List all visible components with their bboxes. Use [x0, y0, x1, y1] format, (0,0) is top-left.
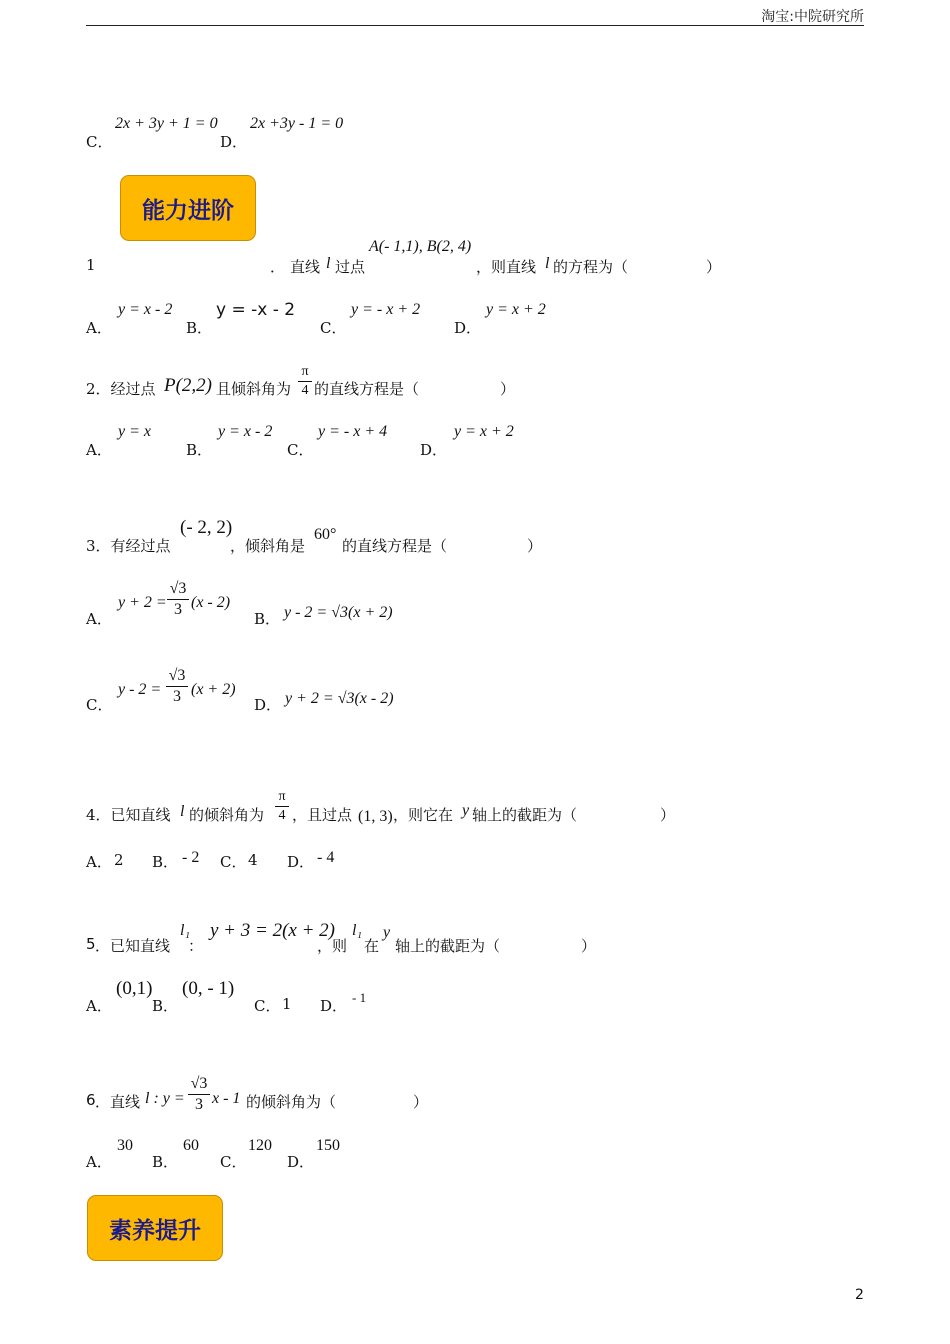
q4-angle-fraction	[275, 789, 289, 824]
q1-option-b-expr: y = -x - 2	[216, 300, 296, 320]
q3-option-b-expr: y - 2 = √3(x + 2)	[284, 604, 393, 621]
q5-paren-close: ）	[581, 937, 597, 955]
q1-option-d-expr: y = x + 2	[486, 301, 546, 318]
q2-paren-close: ）	[500, 380, 516, 398]
q5-number: 5	[86, 935, 96, 953]
q1-option-c-expr: y = - x + 2	[351, 301, 421, 318]
q3-option-b-label: B．	[254, 610, 281, 628]
q3-option-a-label: A．	[86, 610, 112, 628]
q1-line-l-2: l	[545, 255, 550, 272]
q2-fraction-bar	[298, 381, 312, 382]
q2-text-a: 且倾斜角为	[216, 380, 292, 398]
q1-option-a-expr: y = x - 2	[118, 301, 173, 318]
q3-point: (- 2, 2)	[180, 517, 233, 538]
q6-option-d-label: D．	[287, 1153, 315, 1171]
q4-point: (1, 3)	[358, 808, 393, 825]
q6-fraction-numerator: √3	[190, 1075, 208, 1092]
q5-option-b-value: (0, - 1)	[182, 978, 235, 999]
q4-option-d-label: D．	[287, 853, 315, 871]
q2-text-b: 的直线方程是（	[314, 380, 420, 398]
q2-option-d-label: D．	[420, 441, 448, 459]
q3-text-b: 的直线方程是（	[342, 537, 448, 555]
q1-line-l: l	[326, 255, 331, 272]
q3-option-c-fraction	[166, 667, 188, 706]
q2-option-a-label: A．	[86, 441, 112, 459]
q4-text-a: 的倾斜角为	[189, 806, 265, 824]
q2-option-a-expr: y = x	[118, 423, 151, 440]
q6-text-a: ．直线	[95, 1093, 141, 1111]
q3-paren-close: ）	[527, 537, 543, 555]
q1-option-a-label: A．	[86, 319, 112, 337]
q3-option-a-numerator: √3	[169, 580, 187, 597]
q5-line-l1: l₁	[180, 922, 191, 939]
option-c-expr: 2x + 3y + 1 = 0	[115, 115, 218, 132]
q3-option-a-bar	[167, 599, 189, 600]
q6-option-b-label: B．	[152, 1153, 179, 1171]
q4-line-l: l	[180, 803, 185, 820]
q5-text-b: ，则	[317, 937, 348, 955]
q2-option-b-label: B．	[186, 441, 213, 459]
q5-colon: ：	[188, 937, 204, 955]
q4-option-a-label: A．	[86, 853, 112, 871]
header-source: 淘宝:中院研究所	[761, 9, 864, 25]
q5-option-c-label: C．	[254, 997, 281, 1015]
q5-text-a: ．已知直线	[95, 937, 171, 955]
q2-prefix: 2．经过点	[86, 380, 156, 398]
q1-text-d: 的方程为（	[553, 258, 629, 276]
q1-option-b-label: B．	[186, 319, 213, 337]
q3-option-d-expr: y + 2 = √3(x - 2)	[285, 690, 394, 707]
q3-option-c-bar	[166, 686, 188, 687]
q2-point: P(2,2)	[164, 375, 213, 396]
q6-option-c-label: C．	[220, 1153, 247, 1171]
q5-text-d: 轴上的截距为（	[395, 937, 501, 955]
q3-option-a-fraction	[167, 580, 189, 619]
q1-option-d-label: D．	[454, 319, 482, 337]
q4-fraction-numerator: π	[278, 789, 286, 804]
q3-option-c-label: C．	[86, 696, 113, 714]
q2-option-c-expr: y = - x + 4	[318, 423, 388, 440]
q5-y: y	[383, 924, 391, 941]
q1-dot: ．	[270, 258, 286, 276]
q4-fraction-denominator: 4	[278, 808, 286, 823]
q1-number: 1	[86, 256, 96, 274]
q3-option-c-rhs: (x + 2)	[191, 681, 236, 698]
q5-option-b-label: B．	[152, 997, 179, 1015]
q4-text-c: ，则它在	[393, 806, 454, 824]
q4-option-a-value: 2	[114, 851, 124, 869]
q3-option-c-numerator: √3	[168, 667, 186, 684]
q6-option-a-label: A．	[86, 1153, 112, 1171]
page-number: 2	[855, 1287, 864, 1303]
section-badge-literacy: 素养提升	[87, 1195, 223, 1261]
q2-fraction-numerator: π	[301, 364, 309, 379]
q6-number: 6	[86, 1091, 96, 1109]
q3-option-c-denominator: 3	[173, 688, 181, 705]
q4-option-c-value: 4	[248, 851, 258, 869]
q5-option-d-label: D．	[320, 997, 348, 1015]
q1-points: A(- 1,1), B(2, 4)	[369, 238, 472, 255]
option-d-label: D．	[220, 133, 248, 151]
q4-text-d: 轴上的截距为（	[472, 806, 578, 824]
q5-line-l1-2: l₁	[352, 922, 363, 939]
q1-paren-close: ）	[706, 258, 722, 276]
q4-y: y	[462, 802, 470, 819]
q6-text-b: 的倾斜角为（	[246, 1093, 337, 1111]
option-c-label: C．	[86, 133, 113, 151]
q6-rhs: x - 1	[212, 1090, 241, 1107]
q2-option-c-label: C．	[287, 441, 314, 459]
q3-option-a-lhs: y + 2 =	[118, 594, 167, 611]
q5-text-c: 在	[364, 937, 380, 955]
q1-text-c: ，则直线	[476, 258, 537, 276]
q5-option-c-value: 1	[282, 995, 292, 1013]
q6-fraction	[188, 1075, 210, 1114]
q3-prefix: 3．有经过点	[86, 537, 171, 555]
q4-text-b: ，且过点	[292, 806, 353, 824]
q3-option-a-rhs: (x - 2)	[191, 594, 231, 611]
q2-fraction-denominator: 4	[301, 383, 309, 398]
q2-option-d-expr: y = x + 2	[454, 423, 514, 440]
q4-fraction-bar	[275, 806, 289, 807]
q6-option-a-value: 30	[117, 1137, 133, 1154]
q2-option-b-expr: y = x - 2	[218, 423, 273, 440]
q4-option-d-value: - 4	[317, 849, 335, 866]
q6-lhs: l : y =	[145, 1090, 185, 1107]
q3-text-a: ，倾斜角是	[230, 537, 306, 555]
q5-equation: y + 3 = 2(x + 2)	[210, 920, 335, 941]
q5-option-a-value: (0,1)	[116, 978, 153, 999]
q3-option-c-lhs: y - 2 =	[118, 681, 162, 698]
q6-option-b-value: 60	[183, 1137, 199, 1154]
q1-option-c-label: C．	[320, 319, 347, 337]
q5-option-d-value: - 1	[352, 990, 367, 1005]
q2-angle-fraction	[298, 364, 312, 399]
option-d-expr: 2x +3y - 1 = 0	[250, 115, 344, 132]
q5-option-a-label: A．	[86, 997, 112, 1015]
header-rule	[86, 25, 864, 26]
q4-prefix: 4．已知直线	[86, 806, 171, 824]
q4-option-c-label: C．	[220, 853, 247, 871]
q6-fraction-denominator: 3	[195, 1096, 203, 1113]
q6-option-c-value: 120	[248, 1137, 272, 1154]
q6-fraction-bar	[188, 1094, 210, 1095]
q4-option-b-value: - 2	[182, 849, 200, 866]
q3-option-d-label: D．	[254, 696, 282, 714]
q6-option-d-value: 150	[316, 1137, 340, 1154]
q1-text-a: 直线	[290, 258, 321, 276]
q4-paren-close: ）	[660, 806, 676, 824]
q4-option-b-label: B．	[152, 853, 179, 871]
q6-paren-close: ）	[413, 1093, 429, 1111]
q1-text-b: 过点	[335, 258, 366, 276]
q3-option-a-denominator: 3	[174, 601, 182, 618]
section-badge-advanced: 能力进阶	[120, 175, 256, 241]
q3-angle: 60°	[314, 526, 337, 543]
